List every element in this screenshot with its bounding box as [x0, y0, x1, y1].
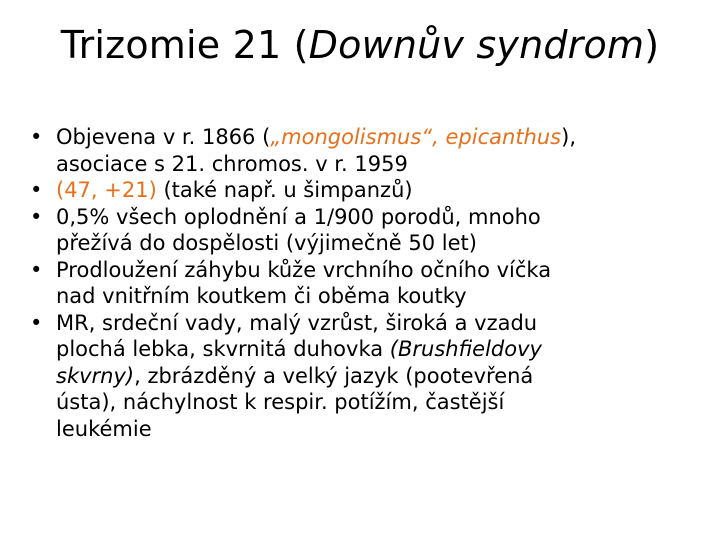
bullet-text: (také např. u šimpanzů) [156, 178, 413, 202]
bullet-highlight-karyotype: (47, +21) [56, 178, 157, 202]
bullet-text: nad vnitřním koutkem či oběma koutky [56, 284, 467, 308]
bullet-text: ústa), náchylnost k respir. potížím, častější [56, 390, 505, 414]
bullet-text: , zbrázděný a velký jazyk (pootevřená [134, 363, 534, 388]
bullet-list [22, 124, 702, 442]
bullet-text: 0,5% všech oplodnění a 1/900 porodů, mnoho [56, 204, 541, 229]
bullet-text: Objevena v r. 1866 ( [56, 125, 271, 149]
bullet-italic-term: (Brushfieldovy [389, 337, 542, 361]
bullet-text: asociace s 21. chromos. v r. 1959 [56, 151, 408, 176]
bullet-dot: • [30, 257, 43, 282]
bullet-item-eyelid [22, 257, 702, 310]
bullet-item-frequency [22, 204, 702, 257]
bullet-item-discovery [22, 124, 702, 177]
bullet-highlight-term: „mongolismus“, epicanthus [270, 125, 562, 149]
bullet-text: plochá lebka, skvrnitá duhovka [56, 337, 390, 361]
title-italic-term: Downův syndrom [308, 23, 645, 67]
bullet-text: leukémie [56, 416, 152, 441]
bullet-dot: • [30, 310, 43, 335]
bullet-italic-term: skvrny) [56, 363, 135, 388]
bullet-text: MR, srdeční vady, malý vzrůst, široká a vzadu [56, 310, 538, 335]
bullet-dot: • [30, 204, 43, 229]
bullet-text: ), [561, 125, 576, 149]
bullet-text: přežívá do dospělosti (výjimečně 50 let) [56, 231, 477, 255]
bullet-dot: • [30, 178, 43, 202]
title-text-end: ) [644, 23, 660, 67]
slide-title [0, 22, 720, 68]
bullet-dot: • [30, 125, 43, 149]
title-text-start: Trizomie 21 ( [60, 23, 309, 67]
bullet-item-karyotype [22, 177, 702, 204]
bullet-text: Prodloužení záhybu kůže vrchního očního víčka [56, 257, 552, 282]
bullet-item-symptoms [22, 310, 702, 443]
